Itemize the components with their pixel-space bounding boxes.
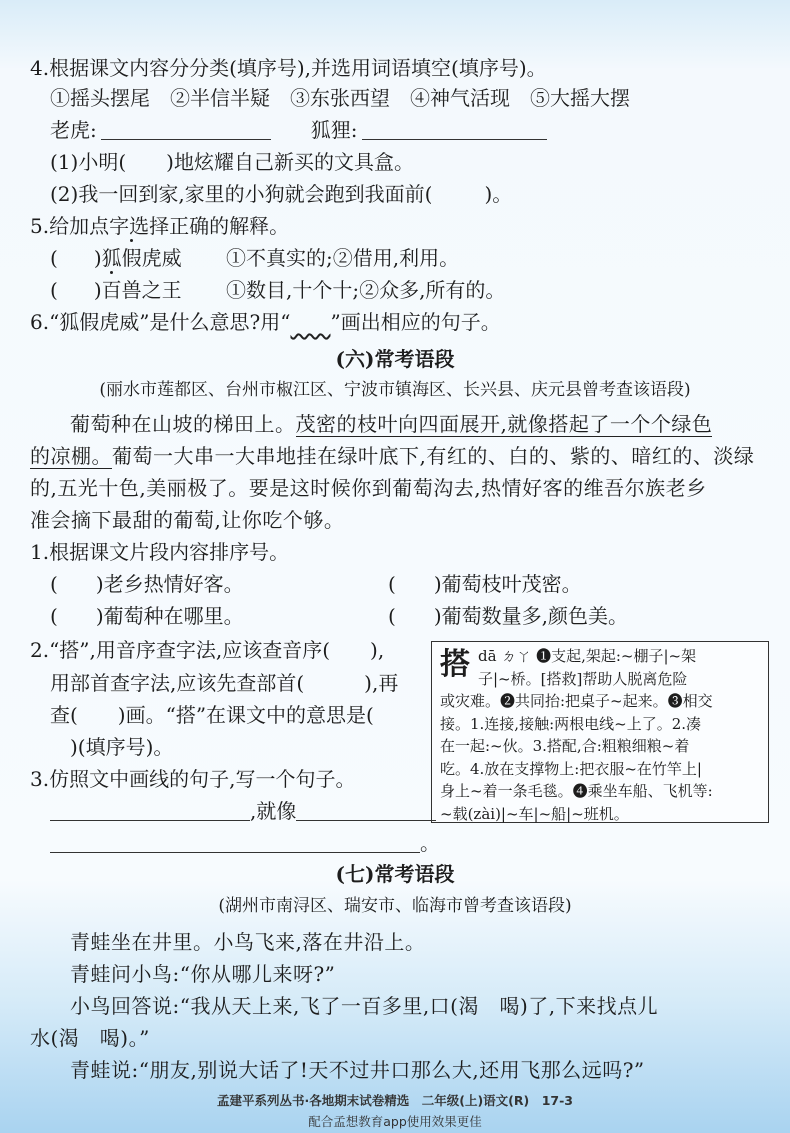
section6-passage-line-4: 准会摘下最甜的葡萄,让你吃个够。 (30, 508, 345, 532)
s6-q3-title: 3.仿照文中画线的句子,写一个句子。 (30, 767, 356, 791)
fox-label: 狐狸: (310, 118, 358, 142)
q6: 6.“狐假虎威”是什么意思?用“ ”画出相应的句子。 (30, 310, 501, 334)
s6-q1-item-3: ( )葡萄种在哪里。 (50, 604, 244, 628)
q3-blank-2[interactable] (296, 802, 436, 821)
s6-q2-line-2: 用部首查字法,应该先查部首( ),再 (50, 671, 399, 695)
dict-line-4: 接。1.连接,接触:两根电线~上了。2.凑 (440, 714, 702, 733)
section6-title: (六)常考语段 (335, 347, 455, 371)
q5-row-1-options: ①不真实的;②借用,利用。 (225, 246, 460, 270)
q5-title: 5.给加点字选择正确的解释。 (30, 214, 290, 238)
dict-line-7: 身上~着一条毛毯。❹乘坐车船、飞机等: (440, 782, 713, 800)
section7-line-5: 青蛙说:“朋友,别说大话了!天不过井口那么大,还用飞那么远吗?” (70, 1058, 645, 1082)
wavy-line-mark (290, 310, 330, 334)
footer-app-note: 配合孟想教育app使用效果更佳 (308, 1114, 482, 1129)
section7-line-2: 青蛙问小鸟:“你从哪儿来呀?” (70, 962, 336, 986)
q4-sentence-2: (2)我一回到家,家里的小狗就会跑到我面前( )。 (50, 182, 513, 206)
s6-q1-item-2: ( )葡萄枝叶茂密。 (388, 572, 582, 596)
s6-q2-line-1: 2.“搭”,用音序查字法,应该查音序( ), (30, 638, 385, 662)
q4-sentence-1: (1)小明( )地炫耀自己新买的文具盒。 (50, 150, 414, 174)
dict-line-6: 吃。4.放在支撑物上:把衣服~在竹竿上| (440, 759, 702, 778)
s6-q3-answer-line-1: ,就像 (50, 801, 436, 821)
section7-title: (七)常考语段 (335, 862, 455, 886)
dict-line-1: dā ㄉㄚ ❶支起,架起:~棚子|~架 (478, 647, 697, 665)
dict-line-5: 在一起:~伙。3.搭配,合:粗粮细粮~着 (440, 737, 690, 755)
tiger-blank[interactable] (101, 121, 271, 140)
s6-q2-line-4: )(填序号)。 (70, 735, 174, 759)
q5-row-2: ( )百兽之王 ①数目,十个十;②众多,所有的。 (50, 278, 506, 302)
section6-source: (丽水市莲都区、台州市椒江区、宁波市镇海区、长兴县、庆元县曾考查该语段) (99, 380, 691, 400)
q4-tiger-row (50, 120, 547, 140)
s6-q3-answer-line-2: 。 (50, 833, 440, 853)
s6-q2-line-3: 查( )画。“搭”在课文中的意思是( (50, 703, 374, 727)
footer-series: 孟建平系列丛书·各地期末试卷精选 二年级(上)语文(R) 17-3 (216, 1093, 573, 1108)
dict-line-8: ~载(zài)|~车|~船|~班机。 (440, 804, 629, 823)
q4-title: 4.根据课文内容分分类(填序号),并选用词语填空(填序号)。 (30, 56, 547, 80)
underlined-sentence: 茂密的枝叶向四面展开,就像搭起了一个个绿色 (295, 412, 713, 436)
section6-passage-line-3: 的,五光十色,美丽极了。要是这时候你到葡萄沟去,热情好客的维吾尔族老乡 (30, 476, 707, 500)
dotted-char-bai: 百 (101, 278, 122, 302)
q3-blank-1[interactable] (50, 802, 250, 821)
section6-passage-line-1: 葡萄种在山坡的梯田上。茂密的枝叶向四面展开,就像搭起了一个个绿色 (70, 412, 713, 436)
q5-row-2-options: ①数目,十个十;②众多,所有的。 (225, 278, 506, 302)
s6-q1-title: 1.根据课文片段内容排序号。 (30, 540, 290, 564)
section7-line-3: 小鸟回答说:“我从天上来,飞了一百多里,口(渴 喝)了,下来找点儿 (70, 994, 659, 1018)
q5-row-1: ( )狐假虎威 ①不真实的;②借用,利用。 (50, 246, 460, 270)
dict-line-2: 子|~桥。[搭救]帮助人脱离危险 (478, 669, 688, 688)
s6-q1-item-1: ( )老乡热情好客。 (50, 572, 244, 596)
section7-line-4: 水(渴 喝)。” (30, 1026, 150, 1050)
s6-q1-item-4: ( )葡萄数量多,颜色美。 (388, 604, 628, 628)
fox-blank[interactable] (362, 121, 547, 140)
dictionary-head-char: 搭 (440, 647, 470, 682)
section7-source: (湖州市南浔区、瑞安市、临海市曾考查该语段) (218, 896, 572, 916)
dict-line-3: 或灾难。❷共同抬:把桌子~起来。❸相交 (440, 692, 713, 710)
dictionary-entry-box (431, 641, 769, 823)
section6-passage-line-2: 的凉棚。葡萄一大串一大串地挂在绿叶底下,有红的、白的、紫的、暗红的、淡绿 (30, 444, 755, 468)
dotted-char-jia: 假 (121, 246, 142, 270)
q3-blank-3[interactable] (50, 834, 420, 853)
q4-options: ①摇头摆尾 ②半信半疑 ③东张西望 ④神气活现 ⑤大摇大摆 (50, 86, 630, 110)
tiger-label: 老虎: (50, 118, 97, 142)
section7-line-1: 青蛙坐在井里。小鸟飞来,落在井沿上。 (70, 930, 426, 954)
underlined-sentence-end: 的凉棚。 (30, 444, 112, 468)
